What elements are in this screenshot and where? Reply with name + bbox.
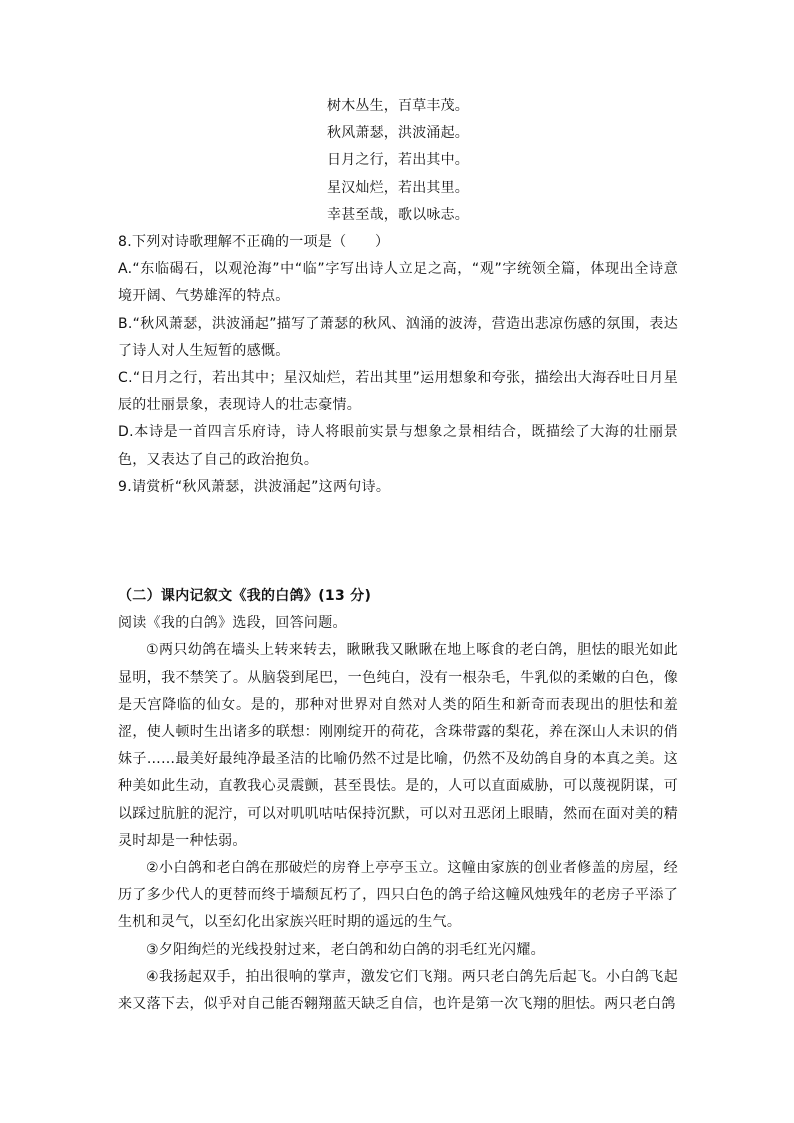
- section-heading: （二）课内记叙文《我的白鸽》(13 分): [118, 588, 372, 604]
- poem-line: 星汉灿烂，若出其里。: [327, 179, 469, 196]
- poem-line: 秋风萧瑟，洪波涌起。: [327, 125, 469, 142]
- passage-paragraph-2: ②小白鸽和老白鸽在那破烂的房脊上亭亭玉立。这幢由家族的创业者修盖的房屋，经历了多少代人的更替而终于墙颓瓦朽了，四只白色的鸽子给这幢风烛残年的老房子平添了生机和灵气，以至幻化出家族兴旺时期的遥远的生气。: [118, 860, 678, 931]
- question-8-stem: 8.下列对诗歌理解不正确的一项是（ ）: [118, 234, 390, 250]
- question-9-stem: 9.请赏析“秋风萧瑟，洪波涌起”这两句诗。: [118, 478, 391, 495]
- questions-block: [118, 229, 678, 501]
- passage-paragraph-1: ①两只幼鸽在墙头上转来转去，瞅瞅我又瞅瞅在地上啄食的老白鸽，胆怯的眼光如此显明，我不禁笑了。从脑袋到尾巴，一色纯白，没有一根杂毛，牛乳似的柔嫩的白色，像是天宫降临的仙女。是的，那种对世界对自然对人类的陌生和新奇而表现出的胆怯和羞涩，使人顿时生出诸多的联想：刚刚绽开的荷花，含珠带露的梨花，养在深山人未识的俏妹子……最美好最纯净最圣洁的比喻仍然不过是比喻，仍然不及幼鸽自身的本真之美。这种美如此生动，直教我心灵震颤，甚至畏怯。是的，人可以直面威胁，可以蔑视阴谋，可以踩过肮脏的泥泞，可以对叽叽咕咕保持沉默，可以对丑恶闭上眼睛，然而在面对美的精灵时却是一种怯弱。: [118, 642, 678, 849]
- section-intro: 阅读《我的白鸽》选段，回答问题。: [118, 615, 347, 632]
- poem-line: 日月之行，若出其中。: [327, 152, 469, 169]
- question-8-option-b: B.“秋风萧瑟，洪波涌起”描写了萧瑟的秋风、汹涌的波涛，营造出悲凉伤感的氛围，表达了诗人对人生短暂的感慨。: [118, 315, 678, 359]
- question-8-option-c: C.“日月之行，若出其中；星汉灿烂，若出其里”运用想象和夸张，描绘出大海吞吐日月星辰的壮丽景象，表现诗人的壮志豪情。: [118, 370, 678, 414]
- question-8-option-a: A.“东临碣石，以观沧海”中“临”字写出诗人立足之高，“观”字统领全篇，体现出全诗意境开阔、气势雄浑的特点。: [118, 261, 678, 305]
- passage-paragraph-3: ③夕阳绚烂的光线投射过来，老白鸽和幼白鸽的羽毛红光闪耀。: [146, 941, 545, 958]
- poem-line: 幸甚至哉，歌以咏志。: [327, 206, 469, 223]
- poem-line: 树木丛生，百草丰茂。: [327, 98, 469, 114]
- poem-block: [327, 93, 469, 229]
- passage-paragraph-4: ④我扬起双手，拍出很响的掌声，激发它们飞翔。两只老白鸽先后起飞。小白鸽飞起来又落下去，似乎对自己能否翱翔蓝天缺乏自信，也许是第一次飞翔的胆怯。两只老白鸽: [118, 968, 678, 1013]
- question-8-option-d: D.本诗是一首四言乐府诗，诗人将眼前实景与想象之景相结合，既描绘了大海的壮丽景色，又表达了自己的政治抱负。: [118, 424, 678, 468]
- section-2: [118, 583, 678, 1018]
